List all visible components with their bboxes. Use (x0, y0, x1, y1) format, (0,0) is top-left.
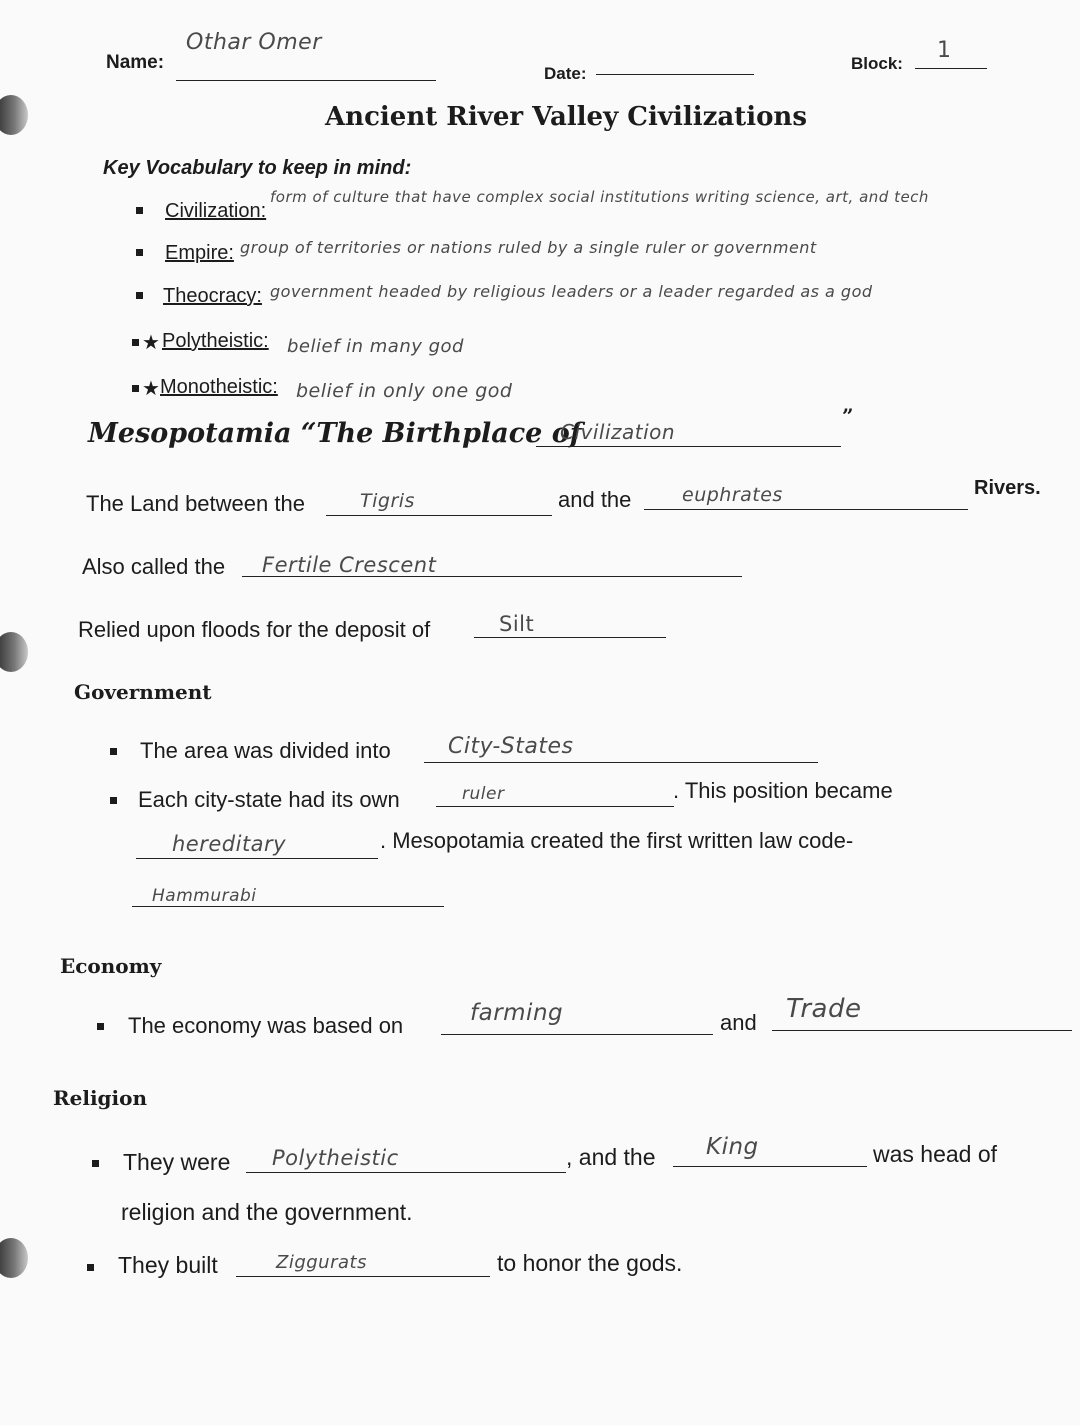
econ-b1-prefix: The economy was based on (128, 1013, 404, 1038)
gov-b2-suffix2: . Mesopotamia created the first written law code- (380, 828, 854, 853)
land-suffix: Rivers. (974, 477, 1041, 499)
econ-b1-answer: farming (470, 1000, 564, 1026)
river1-blank (326, 515, 552, 516)
meso-blank (536, 446, 841, 447)
relied-prefix: Relied upon floods for the deposit of (78, 617, 431, 642)
vocab-term-monotheistic: Monotheistic: (160, 376, 278, 398)
gov-b2-blank2 (136, 858, 378, 859)
gov-b1-answer: City-States (448, 734, 574, 759)
also-prefix: Also called the (82, 554, 226, 579)
meso-heading: Mesopotamia “The Birthplace of (88, 418, 582, 449)
gov-b2-blank (436, 806, 674, 807)
meso-close-quote: ” (842, 404, 854, 428)
also-answer: Fertile Crescent (262, 553, 437, 577)
star-mark: ★ (142, 332, 160, 354)
gov-b1-prefix: The area was divided into (140, 738, 391, 763)
gov-b2-answer3: Hammurabi (152, 886, 257, 906)
binder-ring-middle (0, 632, 28, 672)
rel-b1-mid: , and the (566, 1144, 656, 1170)
gov-b2-suffix: . This position became (673, 778, 893, 803)
rel-b2-blank (236, 1276, 490, 1277)
econ-bullet (97, 1023, 104, 1030)
rel-bullet (92, 1160, 99, 1167)
rel-b2-prefix: They built (118, 1252, 218, 1278)
vocab-bullet (132, 339, 139, 346)
vocab-heading: Key Vocabulary to keep in mind: (103, 157, 412, 179)
name-value: Othar Omer (186, 30, 322, 55)
river2-answer: euphrates (682, 484, 783, 506)
vocab-bullet (136, 292, 143, 299)
binder-ring-top (0, 95, 28, 135)
river1-answer: Tigris (360, 490, 415, 512)
religion-heading: Religion (53, 1086, 148, 1110)
gov-b1-blank (424, 762, 818, 763)
vocab-def-civilization: form of culture that have complex social institutions writing science, art, and tech (270, 188, 929, 206)
relied-answer: Silt (499, 612, 535, 636)
rel-b1-answer2: King (706, 1134, 759, 1160)
vocab-def-theocracy: government headed by religious leaders or a leader regarded as a god (270, 282, 873, 301)
econ-b1-mid: and (720, 1010, 757, 1035)
river2-blank (644, 509, 968, 510)
gov-b2-answer2: hereditary (172, 832, 287, 856)
econ-b1-blank2 (772, 1030, 1072, 1031)
vocab-def-polytheistic: belief in many god (287, 336, 464, 357)
rel-bullet (87, 1264, 94, 1271)
land-prefix: The Land between the (86, 491, 305, 516)
gov-b2-answer: ruler (462, 784, 505, 804)
gov-bullet (110, 748, 117, 755)
gov-bullet (110, 797, 117, 804)
rel-b2-answer: Ziggurats (276, 1252, 367, 1273)
vocab-term-empire: Empire: (165, 242, 234, 264)
relied-blank (474, 637, 666, 638)
vocab-def-empire: group of territories or nations ruled by a single ruler or government (240, 238, 817, 257)
vocab-bullet (132, 385, 139, 392)
land-mid: and the (558, 487, 632, 512)
also-blank (242, 576, 742, 577)
vocab-bullet (136, 207, 143, 214)
vocab-term-civilization: Civilization: (165, 200, 267, 222)
star-mark: ★ (142, 378, 160, 400)
name-label: Name: (106, 52, 165, 73)
block-blank (915, 68, 987, 69)
vocab-term-theocracy: Theocracy: (163, 285, 262, 307)
block-value: 1 (937, 38, 952, 63)
vocab-def-monotheistic: belief in only one god (296, 380, 513, 402)
rel-b1-blank2 (673, 1166, 867, 1167)
gov-b2-blank3 (132, 906, 444, 907)
rel-b1-answer: Polytheistic (272, 1146, 399, 1170)
date-label: Date: (544, 64, 587, 83)
page-title: Ancient River Valley Civilizations (325, 102, 807, 132)
block-label: Block: (851, 54, 903, 73)
rel-b2-suffix: to honor the gods. (497, 1250, 683, 1276)
binder-ring-bottom (0, 1238, 28, 1278)
economy-heading: Economy (60, 954, 162, 978)
vocab-term-polytheistic: Polytheistic: (162, 330, 269, 352)
meso-answer: Civilization (560, 420, 676, 444)
government-heading: Government (74, 680, 212, 704)
gov-b2-prefix: Each city-state had its own (138, 787, 400, 812)
date-blank (596, 74, 754, 75)
econ-b1-answer2: Trade (786, 994, 862, 1024)
name-blank (176, 80, 436, 81)
rel-b1-suffix: was head of (873, 1141, 998, 1167)
rel-b1-blank (246, 1172, 566, 1173)
econ-b1-blank (441, 1034, 713, 1035)
rel-b1-prefix: They were (123, 1149, 231, 1175)
vocab-bullet (136, 249, 143, 256)
rel-b1-line2: religion and the government. (121, 1199, 413, 1225)
